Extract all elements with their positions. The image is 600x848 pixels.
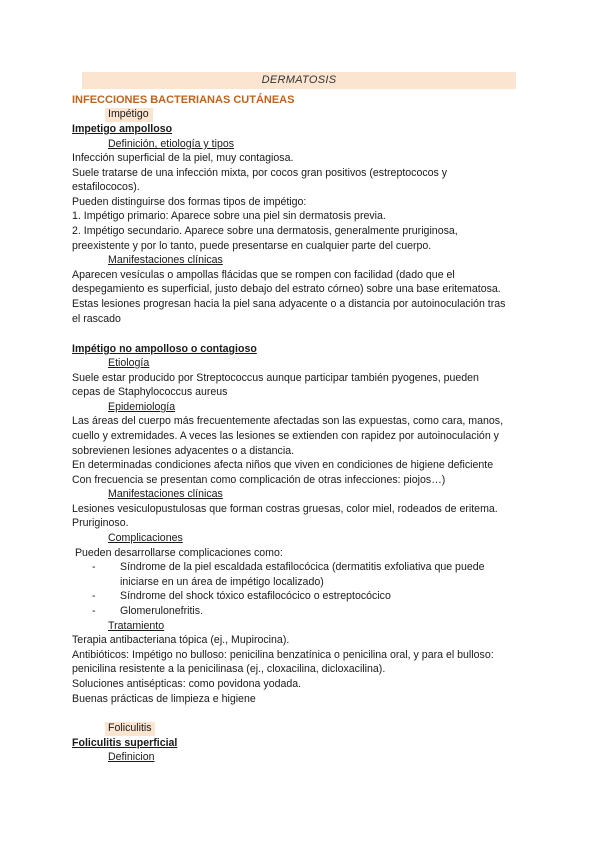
text-line: preexistente y por lo tanto, puede presentarse en cualquier parte del cuerpo. xyxy=(72,240,432,252)
text-line: En determinadas condiciones afecta niños que viven en condiciones de higiene deficiente xyxy=(72,459,494,471)
bullet-dash: - xyxy=(92,605,96,617)
document-title: DERMATOSIS xyxy=(261,74,337,86)
text-line: Lesiones vesiculopustulosas que forman costras gruesas, color miel, rodeados de eritema. xyxy=(72,503,498,515)
subtopic-title-no-ampolloso: Impétigo no ampolloso o contagioso xyxy=(72,343,257,355)
text-line: cuello y extremidades. A veces las lesiones se extienden con rapidez por autoinoculación y xyxy=(72,430,499,442)
list-item: Síndrome de la piel escaldada estafilocócica (dermatitis exfoliativa que puede xyxy=(120,561,485,573)
text-line: Soluciones antisépticas: como povidona yodada. xyxy=(72,678,302,690)
text-line: Estas lesiones progresan hacia la piel sana adyacente o a distancia por autoinoculación tras xyxy=(72,298,506,310)
text-line: penicilina resistente a la penicilinasa (ej., cloxacilina, dicloxacilina). xyxy=(72,663,386,675)
list-item: Síndrome del shock tóxico estafilocócico o estreptocócico xyxy=(120,590,391,602)
text-line: Las áreas del cuerpo más frecuentemente afectadas son las expuestas, como cara, manos, xyxy=(72,415,504,427)
text-line: Antibióticos: Impétigo no bulloso: penicilina benzatínica o penicilina oral, y para el bulloso: xyxy=(72,649,494,661)
heading-etiologia: Etiología xyxy=(108,357,150,369)
text-line: estafilococos). xyxy=(72,181,140,193)
heading-complicaciones: Complicaciones xyxy=(108,532,183,544)
text-line: Suele tratarse de una infección mixta, por cocos gran positivos (estreptococos y xyxy=(72,167,448,179)
bullet-dash: - xyxy=(92,561,96,573)
text-line: Con frecuencia se presentan como complicación de otras infecciones: piojos…) xyxy=(72,474,446,486)
heading-definicion: Definición, etiología y tipos xyxy=(108,138,235,150)
bullet-dash: - xyxy=(92,590,96,602)
text-line: cepas de Staphylococcus aureus xyxy=(72,386,228,398)
text-line: Pueden desarrollarse complicaciones como: xyxy=(72,547,283,559)
heading-manifestaciones-2: Manifestaciones clínicas xyxy=(108,488,223,500)
text-line: el rascado xyxy=(72,313,121,325)
text-line: 1. Impétigo primario: Aparece sobre una piel sin dermatosis previa. xyxy=(72,210,386,222)
text-line: Terapia antibacteriana tópica (ej., Mupirocina). xyxy=(72,634,290,646)
topic-impetigo: Impétigo xyxy=(108,108,149,120)
text-line: despegamiento es superficial, justo debajo del estrato córneo) sobre una base eritematosa. xyxy=(72,283,501,295)
list-item: Glomerulonefritis. xyxy=(120,605,204,617)
list-item-continued: iniciarse en un área de impétigo localizado) xyxy=(120,576,324,588)
topic-foliculitis: Foliculitis xyxy=(108,722,152,734)
subtopic-title-ampolloso: Impetigo ampolloso xyxy=(72,123,173,135)
text-line: Buenas prácticas de limpieza e higiene xyxy=(72,693,256,705)
section-heading-bacterial: INFECCIONES BACTERIANAS CUTÁNEAS xyxy=(72,94,295,106)
heading-epidemiologia: Epidemiología xyxy=(108,401,176,413)
text-line: 2. Impétigo secundario. Aparece sobre una dermatosis, generalmente pruriginosa, xyxy=(72,225,458,237)
text-line: sobrevienen lesiones adyacentes o a distancia. xyxy=(72,445,295,457)
text-line: Infección superficial de la piel, muy contagiosa. xyxy=(72,152,294,164)
text-line: Pueden distinguirse dos formas tipos de impétigo: xyxy=(72,196,307,208)
heading-definicion-foliculitis: Definicion xyxy=(108,751,155,763)
text-line: Aparecen vesículas o ampollas flácidas que se rompen con facilidad (dado que el xyxy=(72,269,455,281)
text-line: Pruriginoso. xyxy=(72,517,129,529)
heading-manifestaciones: Manifestaciones clínicas xyxy=(108,254,223,266)
subtopic-title-foliculitis-superficial: Foliculitis superficial xyxy=(72,737,178,749)
text-line: Suele estar producido por Streptococcus aunque participar también pyogenes, pueden xyxy=(72,372,479,384)
heading-tratamiento: Tratamiento xyxy=(108,620,165,632)
